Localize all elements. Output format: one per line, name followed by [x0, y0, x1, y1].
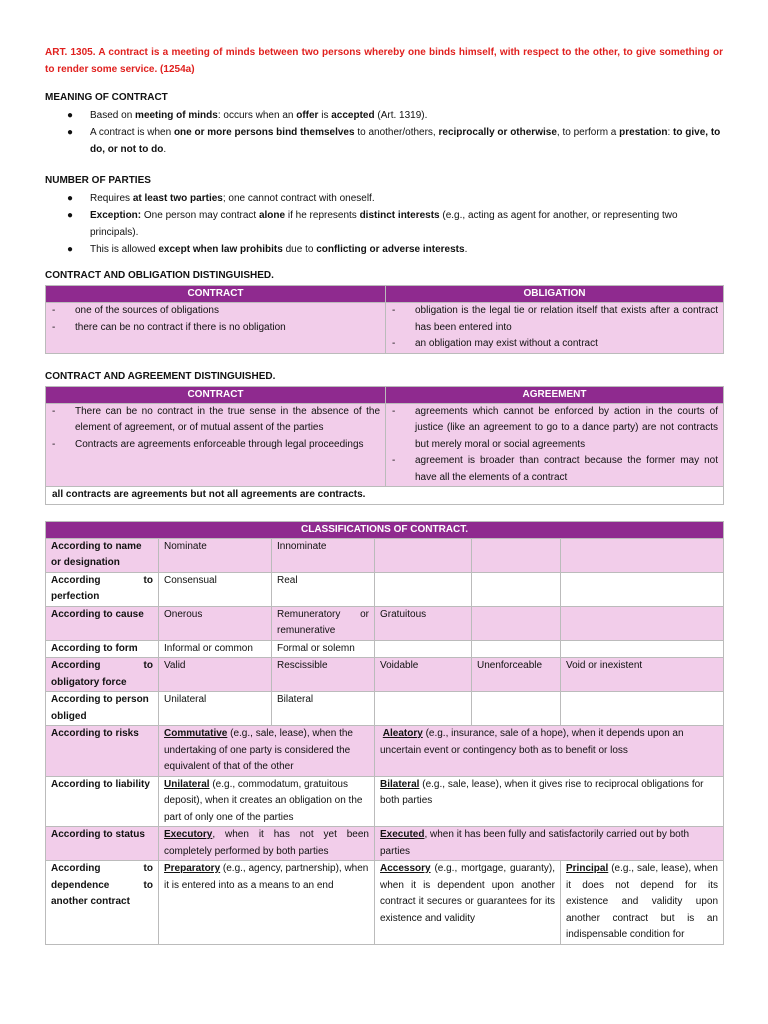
- aleatory-cell: Aleatory (e.g., insurance, sale of a hope), when it depends upon an uncertain event or contingency both as to benefit or loss: [375, 726, 724, 777]
- row-label: According to dependence to another contract: [46, 861, 159, 945]
- table-row: [46, 606, 724, 640]
- table-cell: [561, 640, 724, 658]
- bullet-icon: ●: [67, 244, 74, 255]
- list-item: - There can be no contract in the true sense in the absence of the element of agreement, or of mutual assent of the parties: [52, 405, 380, 433]
- row-label: According to status: [46, 827, 159, 861]
- table-row: [46, 640, 724, 658]
- agreement-cell: [386, 403, 724, 487]
- row-label: According to perfection: [46, 572, 159, 606]
- table-cell: Nominate: [159, 538, 272, 572]
- table-cell: Real: [272, 572, 375, 606]
- row-label: According to risks: [46, 726, 159, 777]
- bullet-icon: ●: [67, 210, 74, 221]
- table-cell: [472, 538, 561, 572]
- table-cell: [561, 572, 724, 606]
- table-row: [46, 726, 724, 777]
- table-cell: Rescissible: [272, 658, 375, 692]
- table-cell: Valid: [159, 658, 272, 692]
- table-cell: Consensual: [159, 572, 272, 606]
- table-cell: Unilateral: [159, 692, 272, 726]
- contract-agreement-heading: CONTRACT AND AGREEMENT DISTINGUISHED.: [45, 370, 276, 382]
- table-cell: [472, 692, 561, 726]
- table-row: [46, 776, 724, 827]
- table-row: [46, 692, 724, 726]
- meaning-list: [45, 107, 723, 158]
- list-item: - an obligation may exist without a contract: [392, 338, 598, 349]
- row-label: According to cause: [46, 606, 159, 640]
- table-cell: [375, 572, 472, 606]
- classifications-table: [45, 521, 724, 945]
- commutative-cell: Commutative (e.g., sale, lease), when the undertaking of one party is considered the equivalent of that of the other: [159, 726, 375, 777]
- table-cell: [375, 640, 472, 658]
- table-row: [46, 572, 724, 606]
- obligation-cell: [386, 303, 724, 354]
- table-cell: [472, 572, 561, 606]
- table-cell: [561, 606, 724, 640]
- row-label: According to form: [46, 640, 159, 658]
- row-label: According to obligatory force: [46, 658, 159, 692]
- list-item: - one of the sources of obligations: [52, 305, 219, 316]
- table-row: [46, 827, 724, 861]
- table-row: [46, 538, 724, 572]
- parties-bullet-3: ● This is allowed except when law prohibits due to conflicting or adverse interests.: [45, 241, 723, 258]
- list-item: - Contracts are agreements enforceable through legal proceedings: [52, 438, 364, 450]
- table-cell: Remuneratory or remunerative: [272, 606, 375, 640]
- table-cell: Formal or solemn: [272, 640, 375, 658]
- table-cell: [472, 640, 561, 658]
- table-row: [46, 861, 724, 945]
- contract-agreement-footer: all contracts are agreements but not all agreements are contracts.: [46, 487, 724, 505]
- contract-obligation-table: [45, 285, 724, 354]
- article-1305: ART. 1305. A contract is a meeting of minds between two persons whereby one binds himself, with respect to the other, to give something or to render some service. (1254a): [45, 47, 723, 75]
- parties-heading: NUMBER OF PARTIES: [45, 175, 151, 186]
- unilateral-cell: Unilateral (e.g., commodatum, gratuitous deposit), when it creates an obligation on the part of only one of the parties: [159, 776, 375, 827]
- row-label: According to name or designation: [46, 538, 159, 572]
- table-cell: [375, 692, 472, 726]
- meaning-heading: MEANING OF CONTRACT: [45, 92, 168, 103]
- agreement-column-header: AGREEMENT: [386, 386, 724, 403]
- table-cell: Voidable: [375, 658, 472, 692]
- executory-cell: Executory, when it has not yet been completely performed by both parties: [159, 827, 375, 861]
- table-cell: [561, 538, 724, 572]
- accessory-cell: Accessory (e.g., mortgage, guaranty), when it is dependent upon another contract it secures or guarantees for its existence and validity: [375, 861, 561, 945]
- table-cell: [375, 538, 472, 572]
- list-item: - agreements which cannot be enforced by action in the courts of justice (like an agreement to go to a dance party) are not contracts but merely moral or social agreements: [392, 405, 718, 450]
- contract-cell: [46, 403, 386, 487]
- table-row: [46, 658, 724, 692]
- contract-obligation-heading: CONTRACT AND OBLIGATION DISTINGUISHED.: [45, 270, 274, 281]
- table-cell: Innominate: [272, 538, 375, 572]
- contract-agreement-table: [45, 386, 724, 505]
- parties-bullet-1: ● Requires at least two parties; one cannot contract with oneself.: [45, 190, 723, 207]
- parties-bullet-2: ● Exception: One person may contract alone if he represents distinct interests (e.g., acting as agent for another, or representing two principals).: [45, 207, 723, 241]
- principal-cell: Principal (e.g., sale, lease), when it does not depend for its existence and validity upon another contract but is an indispensable condition for: [561, 861, 724, 945]
- parties-list: [45, 190, 723, 258]
- table-cell: Void or inexistent: [561, 658, 724, 692]
- table-cell: [472, 606, 561, 640]
- table-cell: Unenforceable: [472, 658, 561, 692]
- executed-cell: Executed, when it has been fully and satisfactorily carried out by both parties: [375, 827, 724, 861]
- obligation-column-header: OBLIGATION: [386, 286, 724, 303]
- bullet-icon: ●: [67, 127, 74, 138]
- row-label: According to person obliged: [46, 692, 159, 726]
- bilateral-cell: Bilateral (e.g., sale, lease), when it gives rise to reciprocal obligations for both parties: [375, 776, 724, 827]
- contract-column-header: CONTRACT: [46, 286, 386, 303]
- row-label: According to liability: [46, 776, 159, 827]
- table-cell: Bilateral: [272, 692, 375, 726]
- contract-cell: [46, 303, 386, 354]
- meaning-bullet-1: ● Based on meeting of minds: occurs when an offer is accepted (Art. 1319).: [45, 107, 723, 124]
- table-cell: Gratuitous: [375, 606, 472, 640]
- list-item: - obligation is the legal tie or relation itself that exists after a contract has been entered into: [392, 305, 718, 333]
- bullet-icon: ●: [67, 110, 74, 121]
- meaning-bullet-2: ● A contract is when one or more persons bind themselves to another/others, reciprocally or otherwise, to perform a prestation: to give, to do, or not to do.: [45, 124, 723, 158]
- table-cell: Onerous: [159, 606, 272, 640]
- preparatory-cell: Preparatory (e.g., agency, partnership), when it is entered into as a means to an end: [159, 861, 375, 945]
- classifications-title: CLASSIFICATIONS OF CONTRACT.: [46, 521, 724, 538]
- bullet-icon: ●: [67, 193, 74, 204]
- contract-column-header: CONTRACT: [46, 386, 386, 403]
- document-page: [45, 44, 723, 945]
- table-cell: Informal or common: [159, 640, 272, 658]
- table-cell: [561, 692, 724, 726]
- list-item: - agreement is broader than contract because the former may not have all the elements of a contract: [392, 455, 718, 483]
- list-item: - there can be no contract if there is no obligation: [52, 321, 286, 333]
